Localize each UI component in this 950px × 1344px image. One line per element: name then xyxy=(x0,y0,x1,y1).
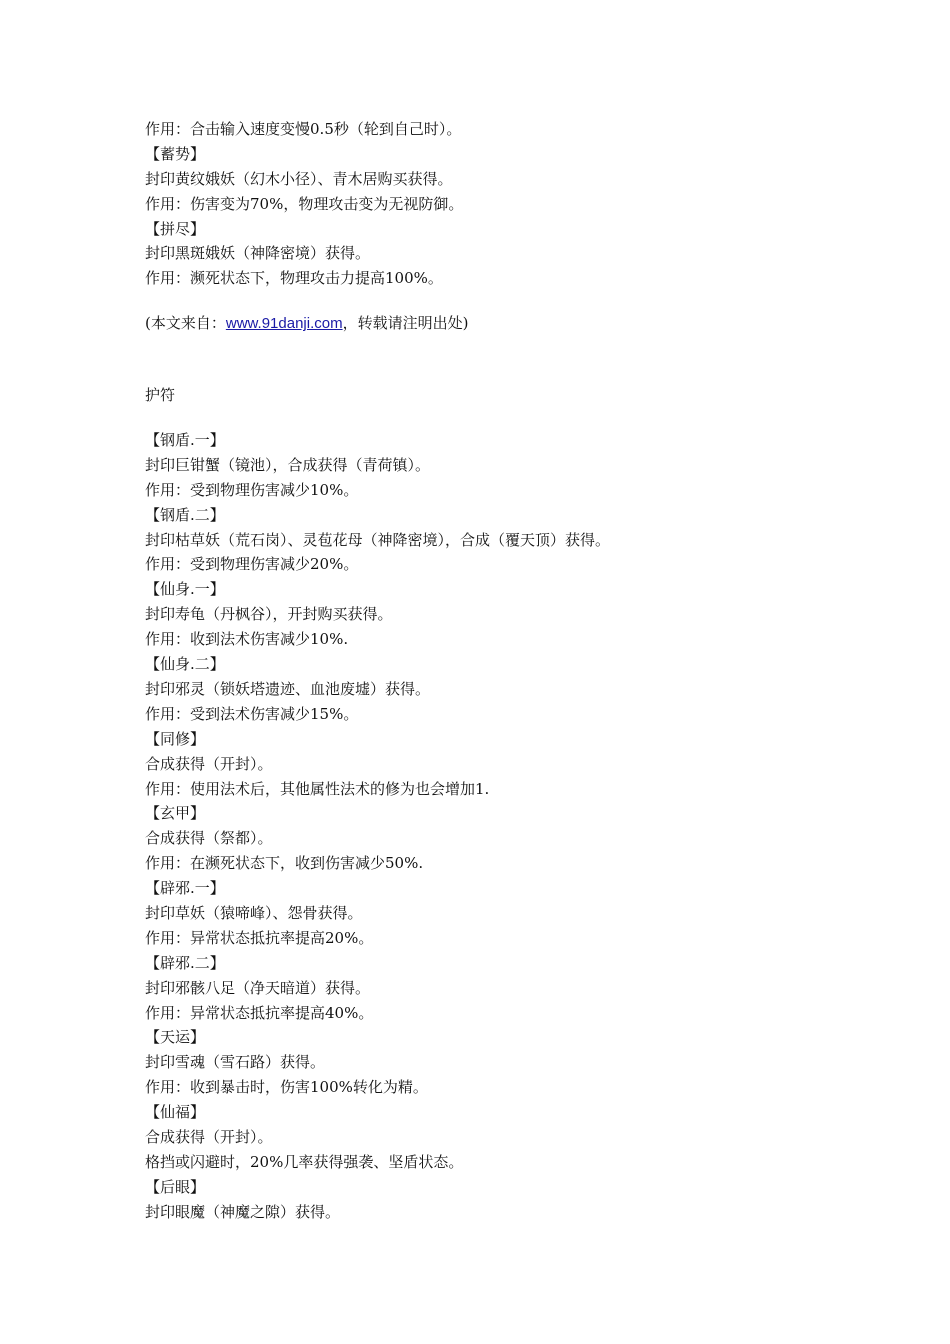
text-line: 作用：使用法术后，其他属性法术的修为也会增加1. xyxy=(145,779,490,798)
text-line: 作用：收到法术伤害减少10%. xyxy=(145,630,349,649)
source-prefix: (本文来自： xyxy=(145,314,226,333)
item-heading: 【辟邪.一】 xyxy=(145,879,225,898)
item-heading: 【后眼】 xyxy=(145,1177,206,1196)
text-line: 封印枯草妖（荒石岗）、灵苞花母（神降密境），合成（覆天顶）获得。 xyxy=(145,530,611,549)
effect-list-top xyxy=(145,117,905,291)
item-heading: 【钢盾.一】 xyxy=(145,431,225,450)
text-line: 封印邪灵（锁妖塔遗迹、血池废墟）获得。 xyxy=(145,679,431,698)
text-line: 作用：异常状态抵抗率提高20%。 xyxy=(145,928,374,947)
item-heading: 【钢盾.二】 xyxy=(145,505,225,524)
text-line: 作用：受到物理伤害减少10%。 xyxy=(145,480,359,499)
text-line: 合成获得（开封）。 xyxy=(145,1127,273,1146)
document-page xyxy=(145,117,905,1225)
text-line: 格挡或闪避时，20%几率获得强袭、坚盾状态。 xyxy=(145,1152,464,1171)
text-line: 封印邪骸八足（净天暗道）获得。 xyxy=(145,978,371,997)
text-line: 封印雪魂（雪石路）获得。 xyxy=(145,1053,326,1072)
source-note xyxy=(145,311,905,337)
text-line: 封印巨钳蟹（镜池），合成获得（青荷镇）。 xyxy=(145,455,431,474)
text-line: 作用：濒死状态下，物理攻击力提高100%。 xyxy=(145,269,443,288)
source-link[interactable]: www.91danji.com xyxy=(225,315,343,333)
text-line: 合成获得（祭都）。 xyxy=(145,829,273,848)
text-line: 封印黑斑娥妖（神降密境）获得。 xyxy=(145,244,371,263)
item-heading: 【仙身.二】 xyxy=(145,655,225,674)
text-line: 封印黄纹娥妖（幻木小径）、青木居购买获得。 xyxy=(145,169,453,188)
text-line: 作用：收到暴击时，伤害100%转化为精。 xyxy=(145,1078,428,1097)
text-line: 作用：在濒死状态下，收到伤害减少50%. xyxy=(145,854,424,873)
text-line: 封印寿龟（丹枫谷），开封购买获得。 xyxy=(145,605,393,624)
text-line: 封印眼魔（神魔之隙）获得。 xyxy=(145,1202,341,1221)
source-suffix: ，转载请注明出处) xyxy=(342,314,469,333)
text-line: 作用：合击输入速度变慢0.5秒（轮到自己时）。 xyxy=(145,120,462,138)
amulet-list xyxy=(145,428,905,1225)
item-heading: 【辟邪.二】 xyxy=(145,953,225,972)
text-line: 作用：异常状态抵抗率提高40%。 xyxy=(145,1003,374,1022)
item-heading: 【玄甲】 xyxy=(145,804,206,823)
text-line: 合成获得（开封）。 xyxy=(145,754,273,773)
text-line: 作用：受到法术伤害减少15%。 xyxy=(145,704,359,723)
text-line: 封印草妖（猿啼峰）、怨骨获得。 xyxy=(145,903,363,922)
item-heading: 【蓄势】 xyxy=(145,144,206,163)
item-heading: 【仙身.一】 xyxy=(145,580,225,599)
item-heading: 【拼尽】 xyxy=(145,219,206,238)
text-line: 作用：伤害变为70%，物理攻击变为无视防御。 xyxy=(145,194,464,213)
item-heading: 【天运】 xyxy=(145,1028,206,1047)
section-title: 护符 xyxy=(145,386,176,405)
text-line: 作用：受到物理伤害减少20%。 xyxy=(145,555,359,574)
item-heading: 【同修】 xyxy=(145,729,206,748)
item-heading: 【仙福】 xyxy=(145,1103,206,1122)
